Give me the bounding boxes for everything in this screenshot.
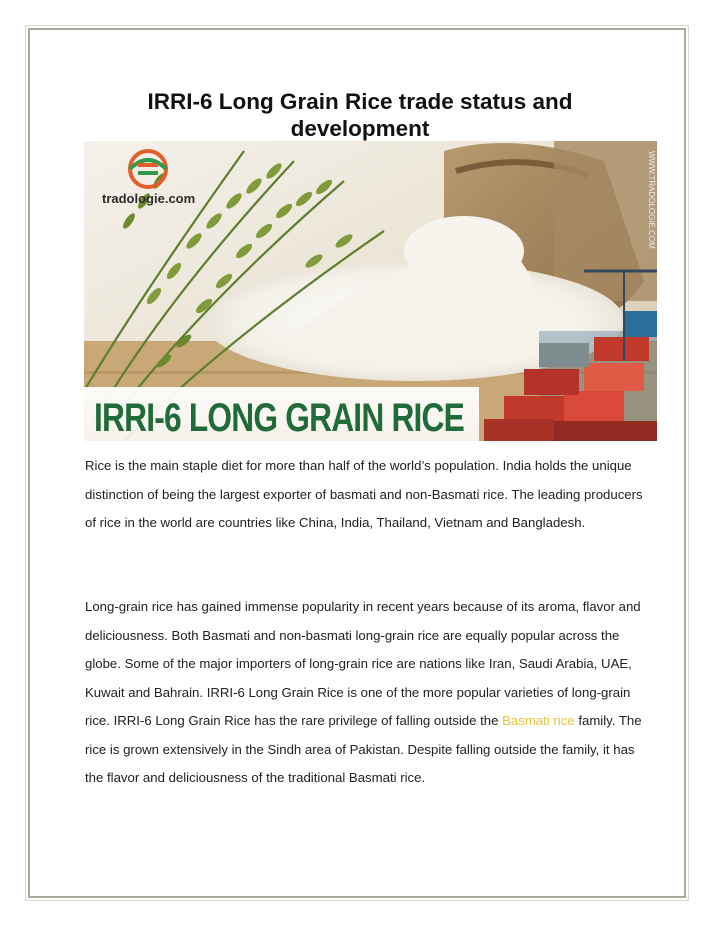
logo-text: tradologie.com — [102, 191, 196, 206]
paragraph-2 — [85, 593, 645, 793]
basmati-rice-link[interactable]: Basmati rice — [502, 713, 575, 728]
page-title: IRRI-6 Long Grain Rice trade status and development — [147, 89, 573, 141]
banner-text: IRRI-6 LONG GRAIN RICE — [94, 396, 465, 440]
paragraph-1: Rice is the main staple diet for more than half of the world’s population. India holds the unique distinction of being the largest exporter of basmati and non-Basmati rice. The leading producers of rice in the world are countries like China, India, Thailand, Vietnam and Bangladesh. — [85, 458, 643, 530]
hero-image — [84, 141, 657, 441]
paragraph-2-text-start: Long-grain rice has gained immense popularity in recent years because of its aroma, flavor and deliciousness. Both Basmati and non-basmati long-grain rice are equally popular across the globe. Some of the major importers of long-grain rice are nations like Iran, Saudi Arabia, UAE, Kuwait and Bahrain. IRRI-6 Long Grain Rice is one of the more popular varieties of long-grain rice. IRRI-6 Long Grain Rice has the rare privilege of falling outside the — [85, 599, 641, 728]
paragraph-2-text-end: family. The rice is grown extensively in the Sindh area of Pakistan. Despite falling outside the family, it has the flavor and deliciousness of the traditional Basmati rice. — [85, 713, 642, 785]
watermark-text: WWW.TRADOLOGIE.COM — [647, 151, 656, 249]
